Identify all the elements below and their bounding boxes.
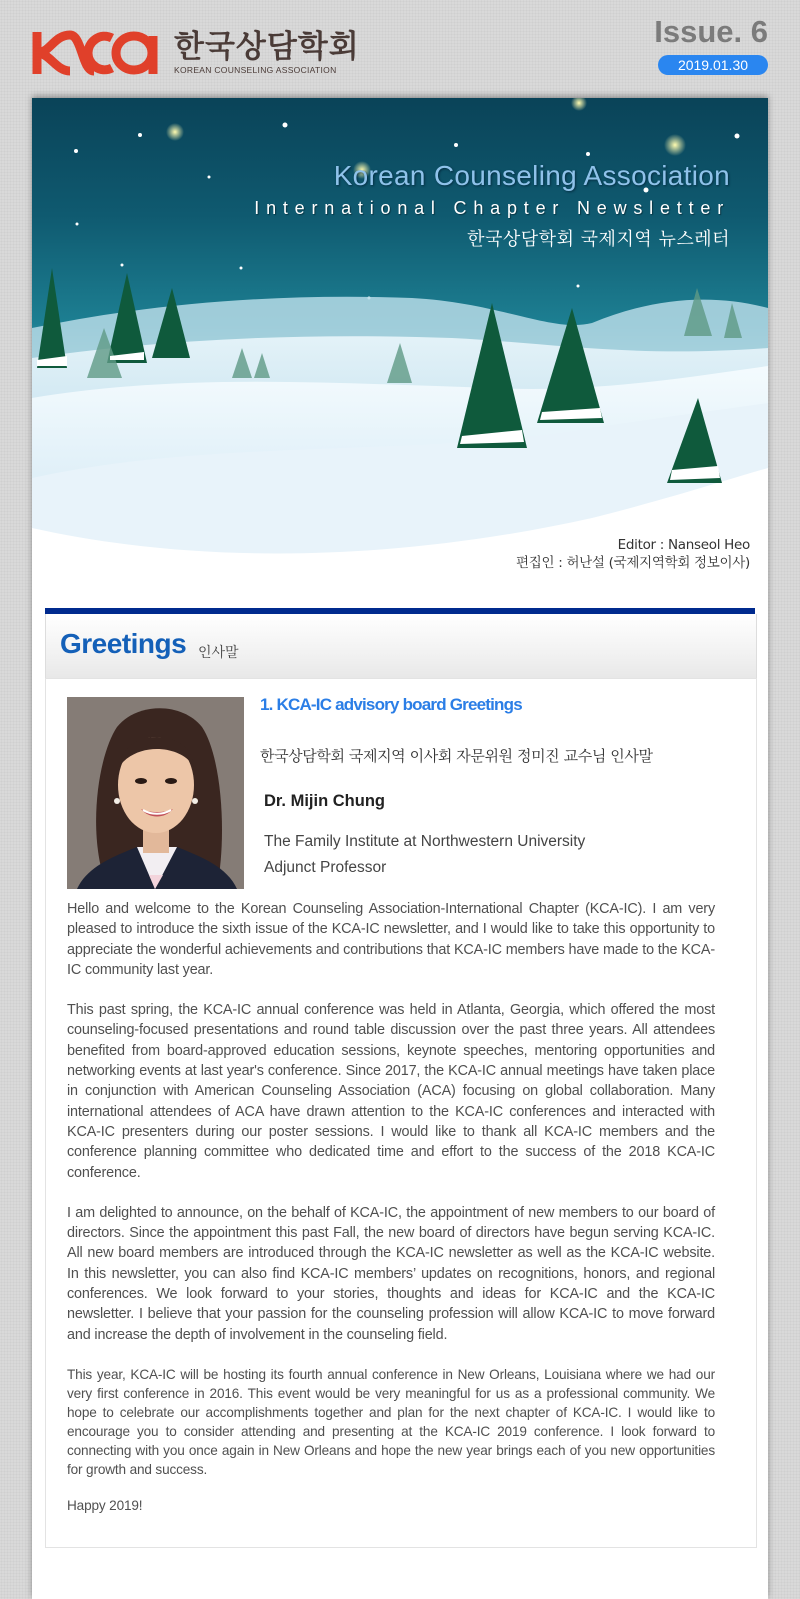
kca-logo[interactable] bbox=[32, 30, 360, 76]
portrait-image bbox=[67, 697, 244, 889]
logo-korean-text: 한국상담학회 bbox=[174, 29, 360, 65]
issue-date-badge: 2019.01.30 bbox=[658, 55, 768, 75]
section-header-greetings bbox=[45, 614, 757, 678]
newsletter-page bbox=[32, 98, 768, 1599]
author-position: Adjunct Professor bbox=[264, 859, 387, 876]
article-heading: 1. KCA-IC advisory board Greetings bbox=[260, 695, 522, 714]
banner-title: Korean Counseling Association bbox=[333, 160, 730, 191]
winter-banner bbox=[32, 98, 768, 568]
paragraph: Hello and welcome to the Korean Counseling Association-International Chapter (KCA-IC). I am very pleased to introduce the sixth issue of the KCA-IC newsletter, and I would like to take this opportunity to appreciate the wonderful achievements and contributions that KCA-IC members have made to the KCA-IC community last year. bbox=[67, 901, 715, 978]
section-subtitle: 인사말 bbox=[198, 645, 239, 661]
issue-number: Issue. 6 bbox=[654, 14, 768, 49]
editor-korean: 편집인 : 허난설 (국제지역학회 정보이사) bbox=[515, 555, 750, 571]
closing-line: Happy 2019! bbox=[67, 1497, 143, 1513]
article-heading-korean: 한국상담학회 국제지역 이사회 자문위원 정미진 교수님 인사말 bbox=[260, 747, 653, 765]
article-box bbox=[45, 678, 757, 1548]
author-affiliation: The Family Institute at Northwestern University bbox=[264, 833, 586, 850]
banner-korean-title: 한국상담학회 국제지역 뉴스레터 bbox=[467, 229, 730, 250]
banner-subtitle: International Chapter Newsletter bbox=[254, 198, 730, 218]
paragraph: This year, KCA-IC will be hosting its fourth annual conference in New Orleans, Louisiana where we had our very first conference in 2016. This event would be very meaningful for us as a professional community. We hope to celebrate our accomplishments together and plan for the next chapter of KCA-IC. I would like to encourage you to consider attending and presenting at the KCA-IC 2019 conference. I look forward to connecting with you once again in New Orleans and hope the new year brings each of you new opportunities for growth and success. bbox=[67, 1366, 715, 1477]
editor-english: Editor : Nanseol Heo bbox=[617, 537, 750, 553]
article-body bbox=[67, 899, 715, 1535]
newsletter-header bbox=[0, 0, 800, 98]
logo-english-text: KOREAN COUNSELING ASSOCIATION bbox=[174, 65, 337, 75]
author-name: Dr. Mijin Chung bbox=[264, 792, 385, 810]
paragraph: This past spring, the KCA-IC annual conference was held in Atlanta, Georgia, which offered the most counseling-focused presentations and round table discussion over the past three years. All attendees benefited from board-approved education sessions, keynote speeches, mentoring opportunities and networking events at last year's conference. Since 2017, the KCA-IC annual meetings have taken place in conjunction with American Counseling Association (ACA) focusing on global collaboration. Many international attendees of ACA have drawn attention to the KCA-IC conferences and interacted with KCA-IC presenters during our poster sessions. I would like to thank all KCA-IC members and the conference planning committee who dedicated time and effort to the success of the 2018 KCA-IC conference. bbox=[67, 1002, 715, 1181]
section-title: Greetings bbox=[60, 628, 187, 659]
editor-credit bbox=[516, 536, 750, 572]
paragraph: I am delighted to announce, on the behalf of KCA-IC, the appointment of new members to our board of directors. Since the appointment this past Fall, the new board of directors have begun serving KCA-IC. All new board members are introduced through the KCA-IC newsletter as well as the KCA-IC website. In this newsletter, you can also find KCA-IC members’ updates on recognitions, honors, and regional conferences. We look forward to your stories, thoughts and ideas for KCA-IC and the KCA-IC newsletter. I believe that your passion for the counseling profession will allow KCA-IC to move forward and increase the depth of involvement in the counseling field. bbox=[67, 1204, 715, 1343]
kca-logo-icon bbox=[32, 30, 160, 76]
banner-title-block bbox=[254, 160, 730, 251]
author-photo bbox=[67, 697, 244, 889]
author-affiliation-block bbox=[264, 829, 585, 881]
